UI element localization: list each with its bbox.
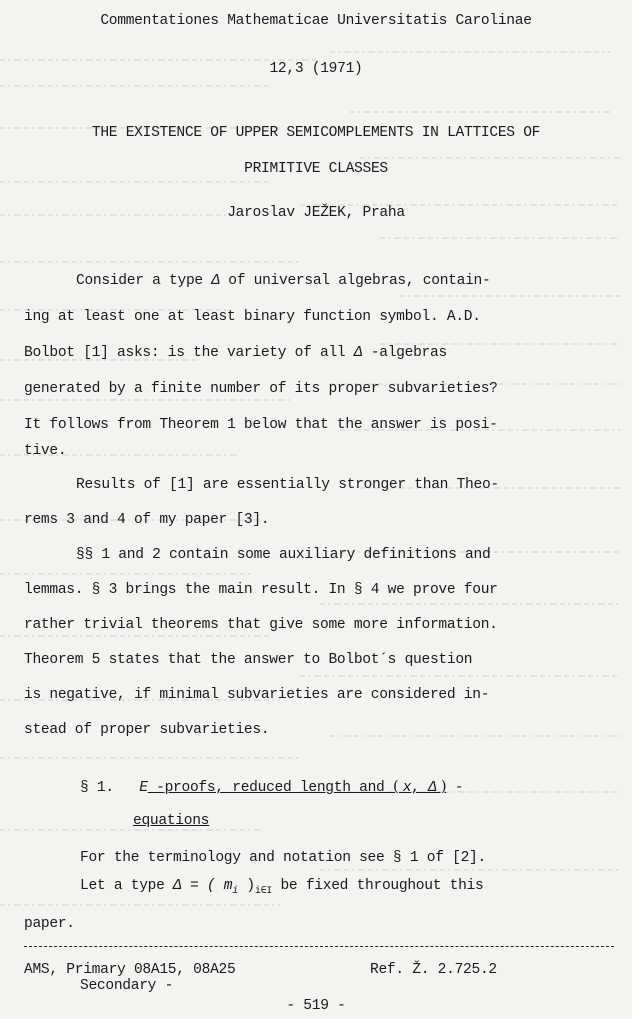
delta-symbol: Δ bbox=[353, 345, 363, 361]
body-line: For the terminology and notation see § 1 of [2]. bbox=[80, 850, 486, 866]
volume-number: 12,3 (1971) bbox=[269, 61, 363, 77]
body-line: Consider a type Δ of universal algebras, contain- bbox=[76, 273, 491, 289]
body-line: stead of proper subvarieties. bbox=[24, 722, 270, 738]
delta-symbol: Δ bbox=[428, 780, 437, 796]
body-line: Let a type Δ = ( $m_i$ )$_{i\in I}$ be fixed throughout this bbox=[80, 878, 484, 897]
footnote-divider bbox=[24, 946, 614, 947]
body-line: §§ 1 and 2 contain some auxiliary definitions and bbox=[76, 547, 491, 563]
delta-symbol: Δ bbox=[211, 273, 220, 289]
e-symbol: E bbox=[139, 780, 148, 796]
body-line: generated by a finite number of its proper subvarieties? bbox=[24, 381, 498, 397]
paper-title-line-2: PRIMITIVE CLASSES bbox=[244, 161, 388, 177]
body-line: rems 3 and 4 of my paper [3]. bbox=[24, 512, 270, 528]
body-line: Results of [1] are essentially stronger than Theo- bbox=[76, 477, 499, 493]
body-line: ing at least one at least binary function symbol. A.D. bbox=[24, 309, 481, 325]
body-line: is negative, if minimal subvarieties are considered in- bbox=[24, 687, 490, 703]
delta-symbol: Δ bbox=[173, 878, 182, 894]
body-line: Theorem 5 states that the answer to Bolbot´s question bbox=[24, 652, 473, 668]
referativny-reference: Ref. Ž. 2.725.2 bbox=[370, 962, 497, 978]
body-line: rather trivial theorems that give some more information. bbox=[24, 617, 498, 633]
ams-secondary: Secondary - bbox=[80, 978, 174, 994]
body-line: Bolbot [1] asks: is the variety of all Δ -algebras bbox=[24, 345, 447, 361]
section-heading: § 1. E -proofs, reduced length and ( x, Δ ) - bbox=[80, 778, 464, 796]
body-line: lemmas. § 3 brings the main result. In § 4 we prove four bbox=[24, 582, 498, 598]
body-line: tive. bbox=[24, 443, 67, 459]
paper-title-line-1: THE EXISTENCE OF UPPER SEMICOMPLEMENTS IN LATTICES OF bbox=[91, 125, 541, 141]
page-number: - 519 - bbox=[286, 998, 346, 1014]
body-line: paper. bbox=[24, 916, 75, 932]
journal-name: Commentationes Mathematicae Universitatis Carolinae bbox=[100, 13, 532, 29]
body-line: It follows from Theorem 1 below that the answer is posi- bbox=[24, 417, 498, 433]
author-line: Jaroslav JEŽEK, Praha bbox=[227, 205, 405, 221]
ams-classification: AMS, Primary 08A15, 08A25 bbox=[24, 962, 236, 978]
section-heading-line-2: equations bbox=[133, 813, 210, 829]
